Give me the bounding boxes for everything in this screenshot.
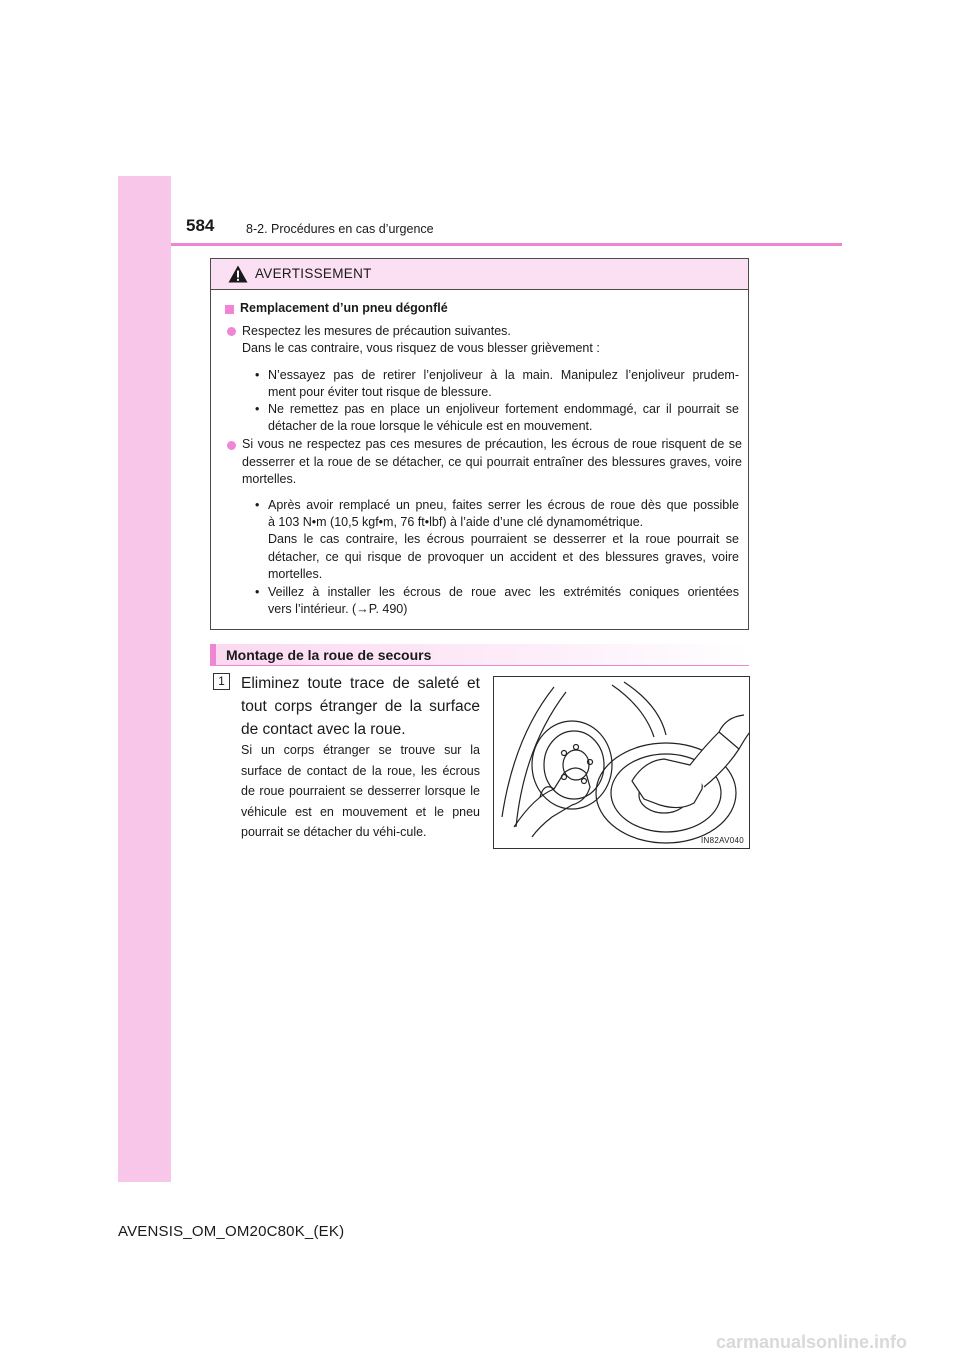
chapter-sidebar xyxy=(118,176,171,1182)
warning-title: AVERTISSEMENT xyxy=(255,266,372,281)
warning-triangle-icon xyxy=(228,265,248,283)
bullet-dot-icon: • xyxy=(255,498,260,512)
warning-bullet-3-line-1: Après avoir remplacé un pneu, faites serrer les écrous de roue dès que possible xyxy=(268,498,739,512)
bullet-dot-icon: • xyxy=(255,402,260,416)
warning-bullet-1-cont: ment pour éviter tout risque de blessure. xyxy=(268,385,492,399)
section-header-title: Montage de la roue de secours xyxy=(226,647,432,663)
fender-line xyxy=(624,682,666,735)
warning-item-1-line-2: Dans le cas contraire, vous risquez de vous blesser grièvement : xyxy=(242,341,600,355)
warning-item-1-line-1: Respectez les mesures de précaution suivantes. xyxy=(242,324,511,338)
warning-header xyxy=(211,259,748,290)
section-header-rule xyxy=(210,665,749,666)
watermark-logo xyxy=(714,1326,960,1358)
step-instruction: Eliminez toute trace de saleté et tout corps étranger de la surface de contact avec la roue. xyxy=(241,675,480,738)
footer-code: AVENSIS_OM_OM20C80K_(EK) xyxy=(118,1223,345,1240)
warning-bullet-1: N’essayez pas de retirer l’enjoliveur à la main. Manipulez l’enjoliveur prudem- xyxy=(268,368,739,382)
svg-text:carmanualsonline.info: carmanualsonline.info xyxy=(716,1332,908,1352)
warning-bullet-3-line-3: Dans le cas contraire, les écrous pourraient se desserrer et la roue pourrait se détacher, ce qui risque de provoquer un accident et des blessures graves, voire mortelles. xyxy=(268,532,739,581)
fender-line xyxy=(612,685,654,737)
warning-bullet-3-line-2: à 103 N•m (10,5 kgf•m, 76 ft•lbf) à l’aide d’une clé dynamométrique. xyxy=(268,515,644,529)
warning-heading: Remplacement d’un pneu dégonflé xyxy=(240,301,448,315)
warning-bullet-2-cont: détacher de la roue lorsque le véhicule est en mouvement. xyxy=(268,419,593,433)
figure-code: IN82AV040 xyxy=(700,836,744,845)
step-number-box: 1 xyxy=(213,673,230,690)
page-number: 584 xyxy=(186,216,215,235)
warning-item-2: Si vous ne respectez pas ces mesures de précaution, les écrous de roue risquent de se desserrer et la roue de se détacher, ce qui pourrait entraîner des blessures graves, voire mortelles. xyxy=(242,437,742,486)
illustration-drawing xyxy=(494,677,750,849)
warning-box xyxy=(210,258,749,630)
section-title: 8-2. Procédures en cas d’urgence xyxy=(246,222,434,236)
wheel-cleaning-illustration xyxy=(493,676,750,849)
hub xyxy=(563,750,589,780)
step-description: Si un corps étranger se trouve sur la surface de contact de la roue, les écrous de roue pourraient se desserrer lorsque le véhicule est en mouvement et le pneu pourrait se détacher du véhi-cule. xyxy=(241,743,480,839)
bullet-dot-icon: • xyxy=(255,368,260,382)
section-header xyxy=(210,644,749,666)
circle-bullet-icon xyxy=(227,441,236,450)
header-rule xyxy=(171,243,842,246)
left-hand xyxy=(514,768,590,837)
square-bullet-icon xyxy=(225,305,234,314)
circle-bullet-icon xyxy=(227,327,236,336)
warning-bullet-4-line-2: vers l’intérieur. (→P. 490) xyxy=(268,602,408,616)
warning-bullet-4-line-1: Veillez à installer les écrous de roue avec les extrémités coniques orientées xyxy=(268,585,739,599)
bullet-dot-icon: • xyxy=(255,585,260,599)
warning-bullet-2: Ne remettez pas en place un enjoliveur fortement endommagé, car il pourrait se xyxy=(268,402,739,416)
